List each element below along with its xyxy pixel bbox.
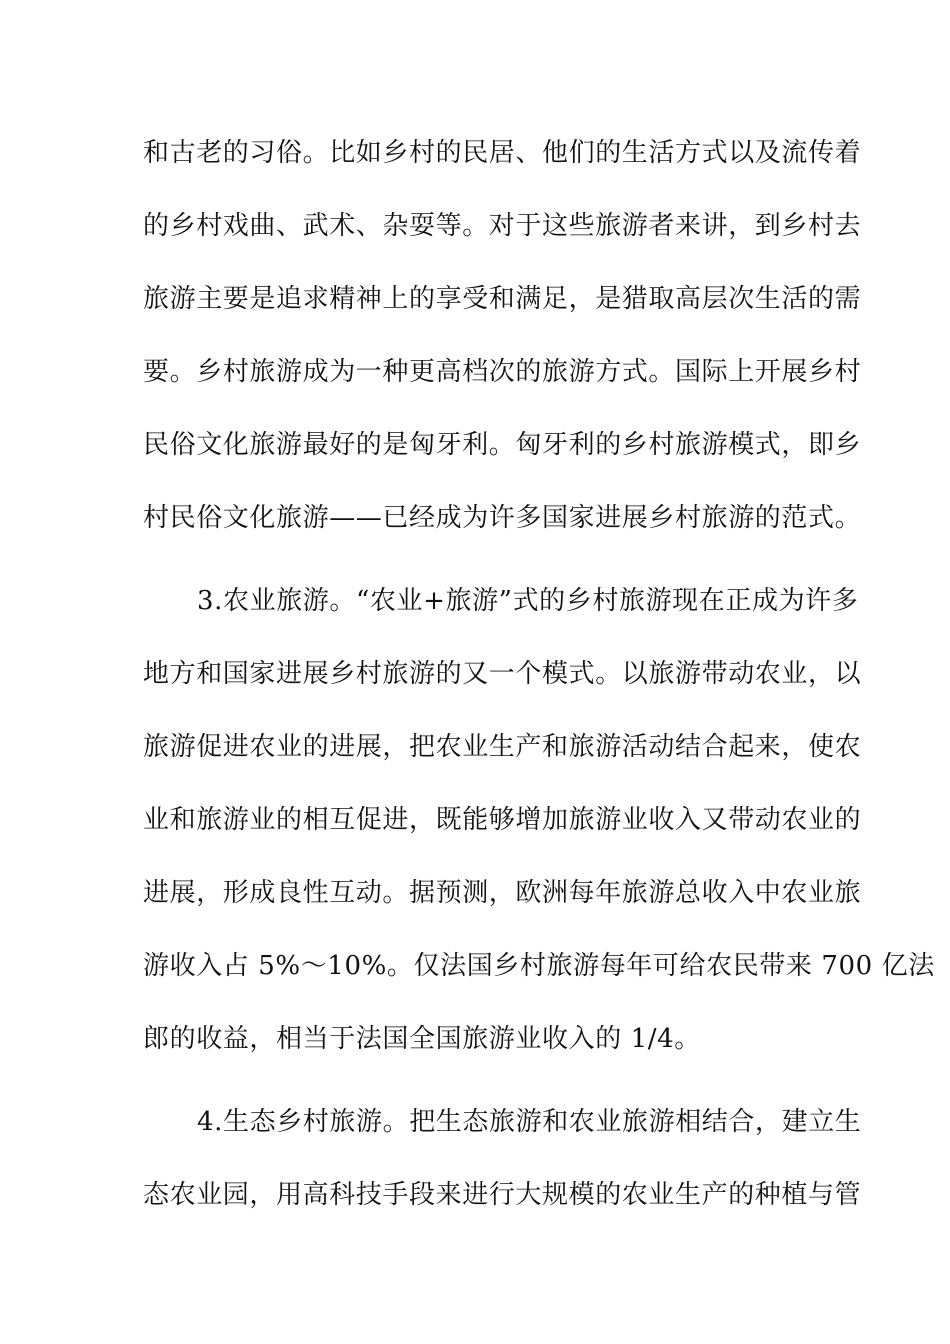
text-line: 旅游促进农业的进展，把农业生产和旅游活动结合起来，使农 — [143, 732, 862, 762]
text-line: 要。乡村旅游成为一种更高档次的旅游方式。国际上开展乡村 — [143, 357, 862, 387]
text-line: 的乡村戏曲、武术、杂耍等。对于这些旅游者来讲，到乡村去 — [143, 211, 862, 241]
text-line: 地方和国家进展乡村旅游的又一个模式。以旅游带动农业，以 — [143, 659, 862, 689]
text-line: 旅游主要是追求精神上的享受和满足，是猎取高层次生活的需 — [143, 284, 862, 314]
text-line: 业和旅游业的相互促进，既能够增加旅游业收入又带动农业的 — [143, 805, 862, 835]
text-line: 3.农业旅游。“农业+旅游”式的乡村旅游现在正成为许多 — [197, 586, 859, 616]
text-line: 郎的收益，相当于法国全国旅游业收入的 1/4。 — [143, 1024, 701, 1054]
text-line: 游收入占 5%～10%。仅法国乡村旅游每年可给农民带来 700 亿法 — [143, 951, 935, 981]
text-line: 态农业园，用高科技手段来进行大规模的农业生产的种植与管 — [143, 1180, 862, 1210]
text-line: 民俗文化旅游最好的是匈牙利。匈牙利的乡村旅游模式，即乡 — [143, 430, 862, 460]
text-line: 4.生态乡村旅游。把生态旅游和农业旅游相结合，建立生 — [197, 1107, 862, 1137]
text-line: 村民俗文化旅游——已经成为许多国家进展乡村旅游的范式。 — [143, 503, 862, 533]
text-line: 进展，形成良性互动。据预测，欧洲每年旅游总收入中农业旅 — [143, 878, 862, 908]
text-line: 和古老的习俗。比如乡村的民居、他们的生活方式以及流传着 — [143, 138, 862, 168]
